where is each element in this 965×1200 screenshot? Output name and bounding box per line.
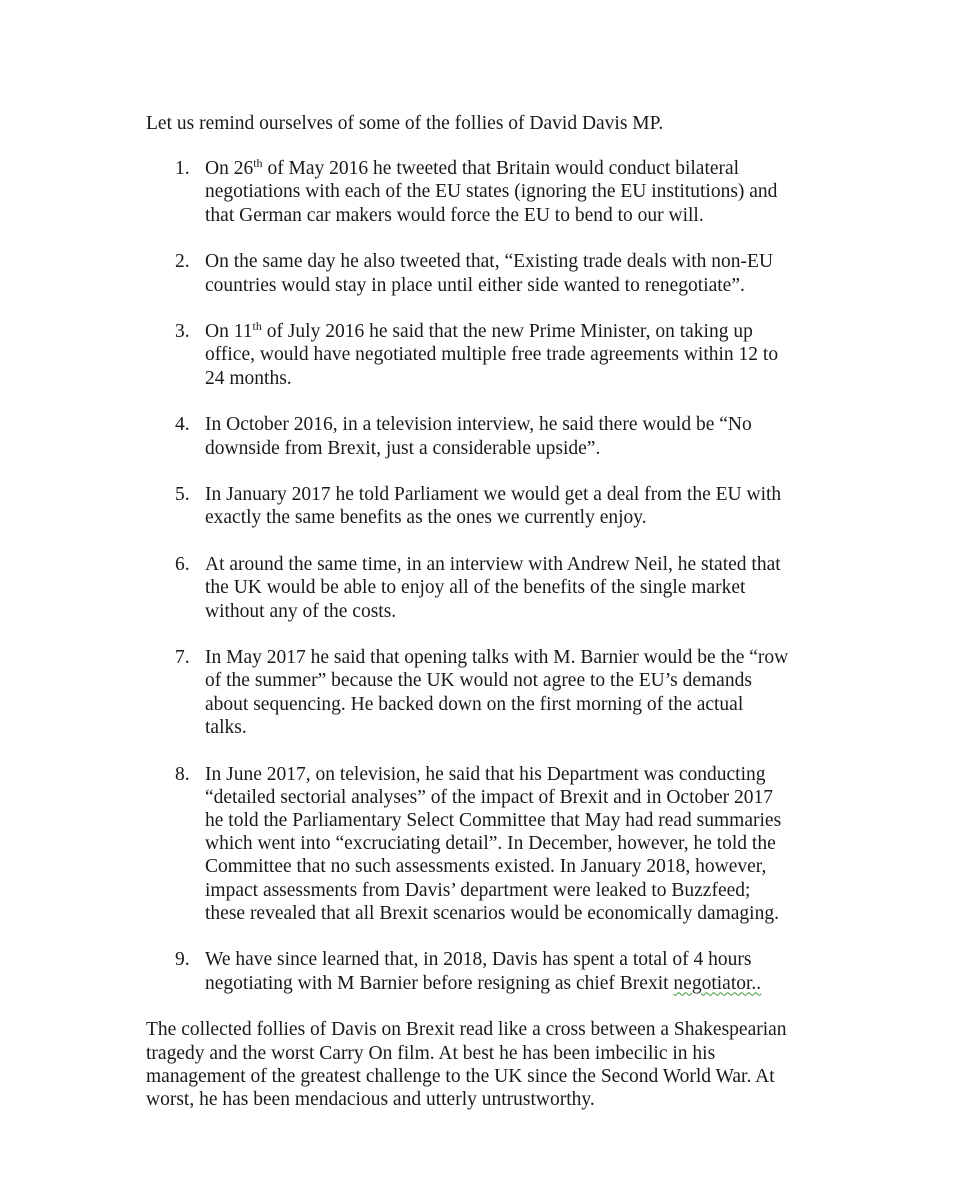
text-line: without any of the costs. <box>205 600 397 622</box>
follies-list <box>146 157 836 995</box>
intro-paragraph: Let us remind ourselves of some of the follies of David Davis MP. <box>146 113 664 134</box>
text-line: impact assessments from Davis’ department were leaked to Buzzfeed; <box>205 879 751 901</box>
text-line: On the same day he also tweeted that, “Existing trade deals with non-EU <box>205 251 774 273</box>
list-item <box>146 646 836 739</box>
list-item-text <box>205 646 836 739</box>
list-item-text <box>205 250 836 296</box>
list-item <box>146 320 836 390</box>
list-item-number: 8. <box>175 763 190 785</box>
list-item-number: 3. <box>175 321 190 343</box>
text-line: exactly the same benefits as the ones we currently enjoy. <box>205 507 647 529</box>
list-item-text <box>205 553 836 623</box>
text-line: the UK would be able to enjoy all of the benefits of the single market <box>205 577 746 599</box>
text-line: In June 2017, on television, he said that his Department was conducting <box>205 763 766 785</box>
list-item-text <box>205 320 836 390</box>
text-line <box>205 157 836 180</box>
text-line: Committee that no such assessments existed. In January 2018, however, <box>205 856 767 878</box>
list-item-number: 7. <box>175 647 190 669</box>
ordinal-superscript: th <box>253 156 263 171</box>
text-line: of the summer” because the UK would not agree to the EU’s demands <box>205 670 752 692</box>
text-line: 24 months. <box>205 367 292 389</box>
text-segment: of May 2016 he tweeted that Britain would conduct bilateral <box>262 158 740 180</box>
text-line: negotiations with each of the EU states (ignoring the EU institutions) and <box>205 181 778 203</box>
text-segment: negotiating with M Barnier before resigning as chief Brexit <box>205 972 674 994</box>
list-item-number: 1. <box>175 158 190 180</box>
list-item <box>146 483 836 529</box>
list-item-number: 6. <box>175 554 190 576</box>
text-line: worst, he has been mendacious and utterly untrustworthy. <box>146 1089 595 1110</box>
list-item-text <box>205 483 836 529</box>
text-line: about sequencing. He backed down on the first morning of the actual <box>205 693 744 715</box>
list-item-number: 4. <box>175 414 190 436</box>
list-item-number: 2. <box>175 251 190 273</box>
text-segment: On 26 <box>205 158 254 180</box>
list-item <box>146 157 836 227</box>
list-item <box>146 948 836 994</box>
text-line: office, would have negotiated multiple free trade agreements within 12 to <box>205 344 779 366</box>
text-line: We have since learned that, in 2018, Davis has spent a total of 4 hours <box>205 949 752 971</box>
ordinal-superscript: th <box>252 319 262 334</box>
text-segment: of July 2016 he said that the new Prime Minister, on taking up <box>261 321 753 343</box>
text-line: In October 2016, in a television interview, he said there would be “No <box>205 414 752 436</box>
spellcheck-flagged-word: negotiator.. <box>673 972 762 994</box>
list-item-text <box>205 763 836 925</box>
text-line: In January 2017 he told Parliament we would get a deal from the EU with <box>205 484 782 506</box>
text-segment: On 11 <box>205 321 253 343</box>
text-line: In May 2017 he said that opening talks with M. Barnier would be the “row <box>205 647 789 669</box>
list-item <box>146 250 836 296</box>
text-line: he told the Parliamentary Select Committee that May had read summaries <box>205 809 782 831</box>
list-item <box>146 763 836 925</box>
closing-paragraph <box>146 1018 836 1111</box>
list-item-text <box>205 157 836 227</box>
text-line: which went into “excruciating detail”. In December, however, he told the <box>205 833 776 855</box>
list-item <box>146 413 836 459</box>
text-line <box>205 320 836 343</box>
text-line: these revealed that all Brexit scenarios would be economically damaging. <box>205 902 779 924</box>
list-item-text <box>205 948 836 994</box>
text-line: talks. <box>205 716 247 738</box>
text-line: management of the greatest challenge to the UK since the Second World War. At <box>146 1065 775 1087</box>
text-line <box>205 972 836 995</box>
text-line: “detailed sectorial analyses” of the impact of Brexit and in October 2017 <box>205 786 774 808</box>
text-line: tragedy and the worst Carry On film. At best he has been imbecilic in his <box>146 1042 716 1064</box>
list-item <box>146 553 836 623</box>
text-line: At around the same time, in an interview with Andrew Neil, he stated that <box>205 554 781 576</box>
list-item-number: 5. <box>175 484 190 506</box>
text-line: countries would stay in place until either side wanted to renegotiate”. <box>205 274 745 296</box>
text-line: downside from Brexit, just a considerable upside”. <box>205 437 601 459</box>
list-item-number: 9. <box>175 949 190 971</box>
list-item-text <box>205 413 836 459</box>
document-page <box>146 112 836 1111</box>
text-line: that German car makers would force the EU to bend to our will. <box>205 204 704 226</box>
text-line: The collected follies of Davis on Brexit read like a cross between a Shakespearian <box>146 1019 787 1041</box>
